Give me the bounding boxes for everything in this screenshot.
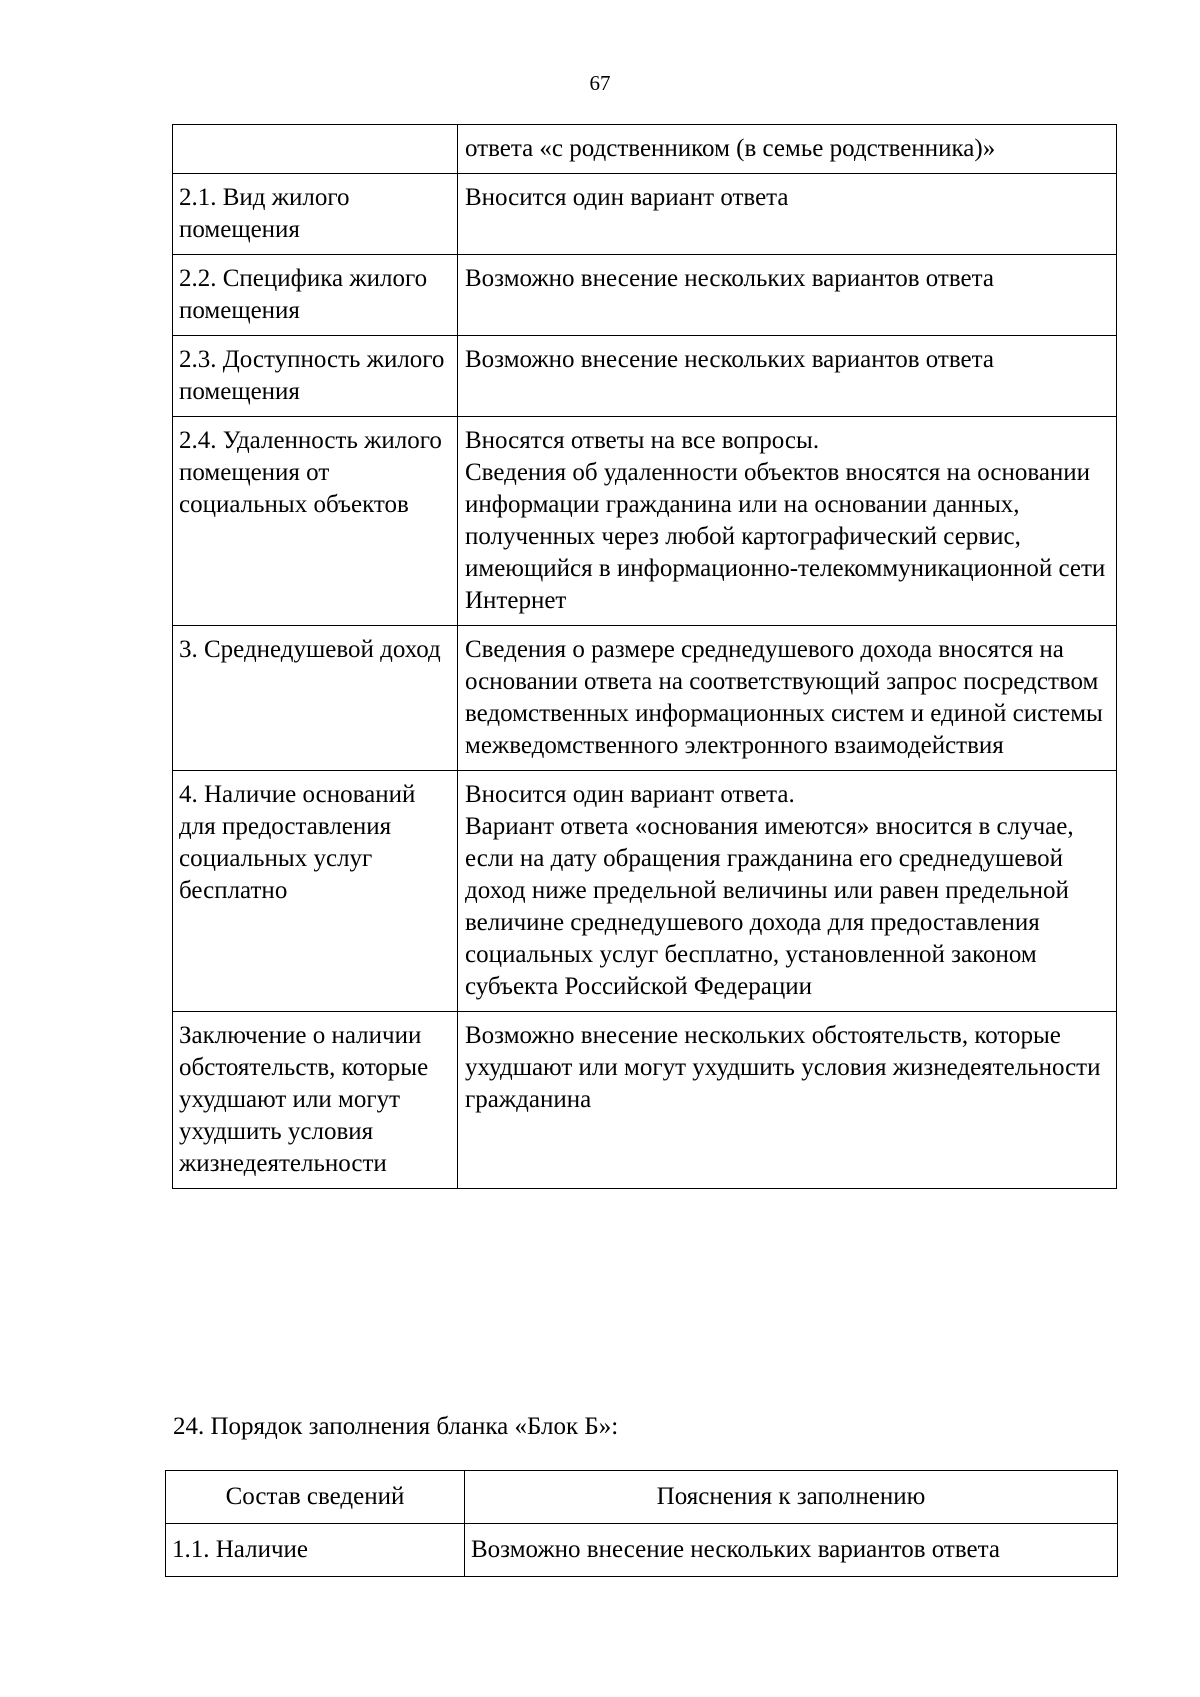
block-a-table bbox=[172, 124, 1117, 1189]
row-label: 2.1. Вид жилого помещения bbox=[173, 174, 458, 255]
row-label: 2.2. Специфика жилого помещения bbox=[173, 255, 458, 336]
row-explanation: Вносится один вариант ответа bbox=[458, 174, 1117, 255]
row-explanation: Сведения о размере среднедушевого дохода вносятся на основании ответа на соответствующий запрос посредством ведомственных информационных систем и единой системы межведомственного электронного взаимодействия bbox=[458, 626, 1117, 771]
table-header-row bbox=[166, 1471, 1118, 1524]
row-explanation: Возможно внесение нескольких вариантов ответа bbox=[458, 336, 1117, 417]
table-row bbox=[173, 255, 1117, 336]
row-label: Заключение о наличии обстоятельств, которые ухудшают или могут ухудшить условия жизнедеятельности bbox=[173, 1012, 458, 1189]
table-row bbox=[173, 336, 1117, 417]
table-row bbox=[173, 417, 1117, 626]
row-explanation: Возможно внесение нескольких вариантов ответа bbox=[458, 255, 1117, 336]
section-heading: 24. Порядок заполнения бланка «Блок Б»: bbox=[173, 1413, 619, 1440]
block-b-table bbox=[165, 1470, 1118, 1577]
page-number: 67 bbox=[589, 71, 611, 95]
table-row bbox=[173, 174, 1117, 255]
table-row bbox=[173, 125, 1117, 174]
row-label bbox=[173, 125, 458, 174]
row-label: 2.4. Удаленность жилого помещения от социальных объектов bbox=[173, 417, 458, 626]
column-header-composition: Состав сведений bbox=[166, 1471, 465, 1524]
row-explanation: Вносятся ответы на все вопросы. Сведения об удаленности объектов вносятся на основании информации гражданина или на основании данных, полученных через любой картографический сервис, имеющийся в информационно-телекоммуникационной сети Интернет bbox=[458, 417, 1117, 626]
row-explanation: Вносится один вариант ответа. Вариант ответа «основания имеются» вносится в случае, если на дату обращения гражданина его среднедушевой доход ниже предельной величины или равен предельной величине среднедушевого дохода для предоставления социальных услуг бесплатно, установленной законом субъекта Российской Федерации bbox=[458, 771, 1117, 1012]
row-explanation: Возможно внесение нескольких вариантов ответа bbox=[465, 1524, 1118, 1577]
row-label: 1.1. Наличие bbox=[166, 1524, 465, 1577]
row-label: 4. Наличие оснований для предоставления социальных услуг бесплатно bbox=[173, 771, 458, 1012]
row-label: 2.3. Доступность жилого помещения bbox=[173, 336, 458, 417]
column-header-explanations: Пояснения к заполнению bbox=[465, 1471, 1118, 1524]
row-label: 3. Среднедушевой доход bbox=[173, 626, 458, 771]
table-row bbox=[173, 626, 1117, 771]
table-row bbox=[173, 1012, 1117, 1189]
table-row bbox=[173, 771, 1117, 1012]
table-row bbox=[166, 1524, 1118, 1577]
row-explanation: ответа «с родственником (в семье родственника)» bbox=[458, 125, 1117, 174]
row-explanation: Возможно внесение нескольких обстоятельств, которые ухудшают или могут ухудшить условия жизнедеятельности гражданина bbox=[458, 1012, 1117, 1189]
